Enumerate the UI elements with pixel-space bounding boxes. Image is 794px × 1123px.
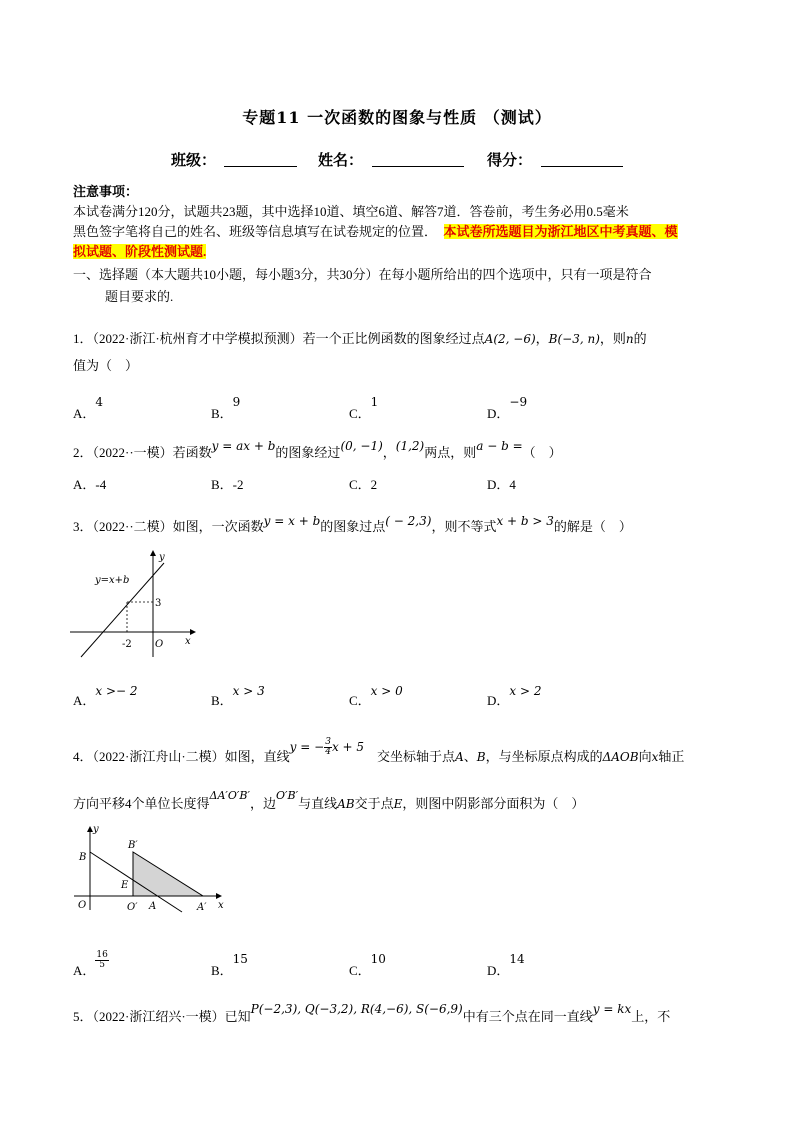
q1-point-b: B(−3, n) (548, 332, 600, 346)
option-value: −9 (509, 395, 528, 409)
option-value: x >− 2 (95, 684, 138, 698)
q5-stem (73, 1002, 671, 1027)
q2-point-2: (1,2) (395, 439, 425, 453)
option-letter: B． (211, 477, 233, 492)
fraction-numerator: 3 (325, 737, 331, 747)
q1-option-c[interactable] (349, 395, 379, 422)
q4-text-e: 轴正 (658, 749, 685, 764)
q1-text-c: 的 (633, 331, 647, 346)
option-value: 15 (232, 952, 248, 966)
q3-text-d: 的解是（ ） (553, 519, 632, 534)
option-value: -2 (232, 477, 244, 492)
q3-point: ( − 2,3) (385, 514, 432, 528)
point-b-prime-label: B′ (128, 840, 138, 851)
option-value: 1 (370, 395, 379, 409)
name-blank[interactable] (372, 166, 464, 167)
q3-text-a: 3．（2022··二模）如图，一次函数 (73, 519, 264, 534)
origin-label: O (78, 900, 87, 911)
point-b-label: B (79, 852, 87, 863)
option-value: 9 (232, 395, 241, 409)
q4-edge: O′B′ (276, 789, 299, 802)
option-letter: B． (211, 963, 233, 978)
y-axis-label: y (159, 552, 165, 563)
q4-text-h: 与直线 (298, 796, 338, 811)
q1-point-a: A(2, −6) (484, 332, 536, 346)
option-letter: C． (349, 693, 371, 708)
q3-text-b: 的图象过点 (320, 519, 386, 534)
option-value: 4 (95, 395, 104, 409)
name-label: 姓名： (318, 151, 364, 169)
notice-line-1: 本试卷满分120分，试题共23题，其中选择10道、填空6道、解答7道．答卷前，考生务必用0.5毫米 (73, 204, 629, 219)
q4-fraction (324, 738, 332, 757)
q2-stem (73, 439, 562, 463)
option-letter: A． (73, 693, 96, 708)
option-letter: C． (349, 477, 371, 492)
q3-option-d[interactable] (487, 684, 542, 709)
option-value: -4 (95, 477, 107, 492)
q1-var: n (625, 332, 634, 346)
q4-text-i: 交于点 (354, 796, 394, 811)
q4-line-ab: AB (337, 797, 355, 811)
notice-highlight-2: 拟试题、阶段性测试题. (73, 244, 207, 259)
q5-points: P(−2,3), Q(−3,2), R(4,−6), S(−6,9) (250, 1002, 463, 1016)
notice-line-2 (73, 222, 678, 242)
q1-option-d[interactable] (487, 395, 528, 422)
q5-text-b: 中有三个点在同一直线 (462, 1009, 593, 1024)
y-tick-label: 3 (155, 598, 162, 609)
q4-func-suffix: x + 5 (331, 740, 365, 754)
q4-sep: 、 (463, 749, 477, 764)
q3-func: y = x + b (263, 514, 321, 528)
q4-triangle-2: ΔA′O′B′ (209, 789, 250, 802)
q4-option-c[interactable] (349, 952, 386, 979)
option-value: 2 (370, 477, 378, 492)
origin-prime-label: O′ (127, 902, 138, 913)
q5-text-c: 上，不 (631, 1009, 671, 1024)
option-value: x > 3 (232, 684, 265, 698)
option-letter: D． (487, 693, 510, 708)
q4-text-g: ，边 (250, 796, 277, 811)
option-letter: A． (73, 963, 96, 978)
fraction-denominator: 4 (325, 747, 331, 757)
q3-ineq: x + b > 3 (496, 514, 554, 528)
class-blank[interactable] (224, 166, 297, 167)
q4-point-b: B (476, 750, 486, 764)
q2-option-a[interactable] (73, 474, 106, 493)
q4-option-a[interactable] (73, 949, 109, 982)
x-axis-label: x (185, 636, 191, 647)
q4-stem-cont (73, 789, 585, 815)
q4-point-e: E (393, 797, 403, 811)
q4-text-f: 方向平移4个单位长度得 (73, 796, 210, 811)
q2-text-c: 两点，则 (424, 445, 477, 460)
q3-option-c[interactable] (349, 684, 403, 709)
point-a-label: A (149, 901, 157, 912)
q1-text-a: 1．（2022·浙江·杭州育才中学模拟预测）若一个正比例函数的图象经过点 (73, 331, 485, 346)
y-axis-arrow (150, 550, 156, 556)
option-letter: D． (487, 406, 510, 421)
q4-text-d: 向 (638, 749, 652, 764)
x-axis-label: x (218, 900, 224, 911)
q3-text-c: ，则不等式 (431, 519, 497, 534)
q4-func (289, 737, 365, 757)
q3-stem (73, 514, 632, 537)
fraction-denominator: 5 (99, 959, 105, 970)
option-letter: A． (73, 406, 96, 421)
q4-func-prefix: y = − (289, 740, 325, 754)
q2-point-1: (0, −1) (340, 439, 383, 453)
origin-label: O (155, 639, 164, 650)
q2-sep: ， (382, 445, 396, 460)
q1-text-b: ，则 (599, 331, 626, 346)
q1-option-a[interactable] (73, 395, 104, 422)
q1-stem (73, 329, 647, 349)
x-axis-arrow (190, 629, 196, 635)
option-value: 10 (370, 952, 386, 966)
q4-stem (73, 737, 685, 767)
option-letter: B． (211, 406, 233, 421)
score-blank[interactable] (541, 166, 623, 167)
q2-option-c[interactable] (349, 474, 377, 493)
q2-text-b: 的图象经过 (275, 445, 341, 460)
q2-option-b[interactable] (211, 474, 244, 493)
q2-text-d: （ ） (522, 445, 562, 460)
q4-point-a: A (455, 750, 464, 764)
q2-expr: a − b = (476, 439, 523, 453)
notice-highlight-1: 本试卷所选题目为浙江地区中考真题、模 (443, 224, 678, 239)
option-value: x > 2 (509, 684, 542, 698)
notice-line-3 (73, 242, 206, 262)
q2-func: y = ax + b (211, 439, 276, 453)
point-a-prime-label: A′ (197, 902, 207, 913)
option-letter: C． (349, 406, 371, 421)
q3-option-a[interactable] (73, 684, 138, 709)
x-tick-label: -2 (122, 639, 132, 650)
line-label: y=x+b (95, 575, 130, 586)
q4-text-b: 交坐标轴于点 (377, 749, 456, 764)
score-label: 得分： (487, 151, 533, 169)
option-value: 4 (509, 477, 516, 492)
shaded-region (133, 852, 203, 896)
q4-figure (70, 820, 230, 915)
option-letter: D． (487, 963, 510, 978)
q3-figure (66, 544, 206, 662)
section-1-heading: 一、选择题（本大题共10小题，每小题3分，共30分）在每小题所给出的四个选项中，只有一项是符合 (73, 267, 652, 282)
q4-text-c: ，与坐标原点构成的 (485, 749, 603, 764)
q4-option-b[interactable] (211, 952, 248, 979)
q4-x-var: x (651, 750, 659, 764)
q2-option-d[interactable] (487, 474, 516, 493)
q1-stem-cont: 值为（ ） (73, 358, 139, 373)
q4-text-j: ，则图中阴影部分面积为（ ） (402, 796, 585, 811)
notice-line-2-text: 黑色签字笔将自己的姓名、班级等信息填写在试卷规定的位置． (73, 224, 431, 239)
x-axis-arrow (216, 893, 222, 899)
option-fraction (95, 951, 108, 970)
point-e-label: E (121, 880, 129, 891)
option-letter: B． (211, 693, 233, 708)
q1-sep: ， (535, 331, 549, 346)
q4-text-a: 4．（2022·浙江舟山·二模）如图，直线 (73, 749, 290, 764)
q5-text-a: 5．（2022·浙江绍兴·一模）已知 (73, 1009, 251, 1024)
q4-option-d[interactable] (487, 952, 525, 979)
option-letter: D． (487, 477, 510, 492)
q5-func: y = kx (592, 1002, 632, 1016)
q4-triangle: ΔAOB (602, 750, 639, 764)
class-label: 班级： (171, 151, 217, 169)
q3-option-b[interactable] (211, 684, 265, 709)
page-title: 专题11 一次函数的图象与性质 （测试） (242, 108, 552, 127)
option-letter: C． (349, 963, 371, 978)
q1-option-b[interactable] (211, 395, 241, 422)
option-value: 14 (509, 952, 525, 966)
notice-heading: 注意事项： (73, 184, 139, 199)
section-1-heading-cont: 题目要求的. (105, 289, 174, 304)
option-letter: A． (73, 477, 96, 492)
q2-text-a: 2．（2022··一模）若函数 (73, 445, 212, 460)
option-value: x > 0 (370, 684, 403, 698)
fraction-numerator: 16 (96, 949, 108, 960)
y-axis-label: y (93, 824, 99, 835)
